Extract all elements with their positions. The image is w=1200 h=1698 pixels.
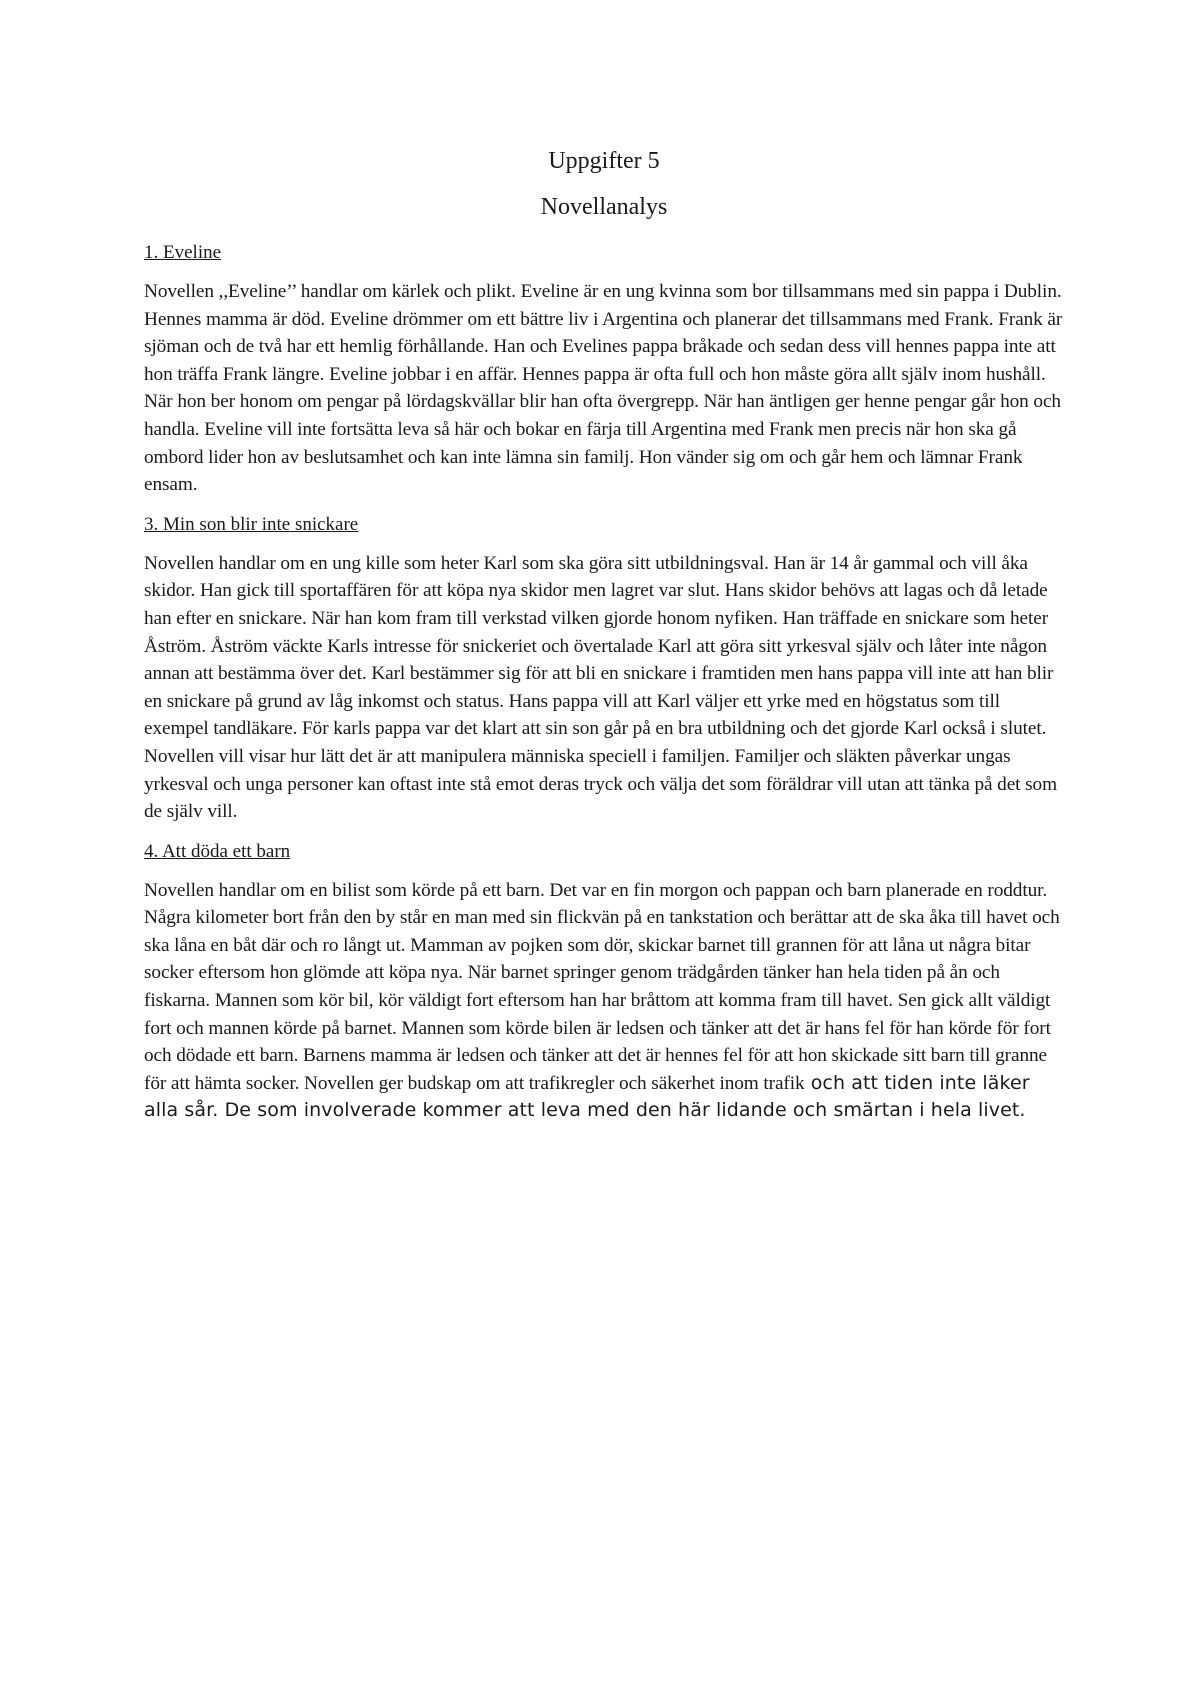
document-title: Uppgifter 5 bbox=[548, 148, 660, 174]
section-body-eveline: Novellen ,,Eveline’’ handlar om kärlek och plikt. Eveline är en ung kvinna som bor tillsammans med sin pappa i Dublin. Hennes mamma är död. Eveline drömmer om ett bättre liv i Argentina och planerar det tillsammans med Frank. Frank är sjöman och de två har ett hemlig förhållande. Han och Evelines pappa bråkade och sedan dess vill hennes pappa inte att hon träffa Frank längre. Eveline jobbar i en affär. Hennes pappa är ofta full och hon måste göra allt själv inom hushåll. När hon ber honom om pengar på lördagskvällar blir han ofta övergrepp. När han äntligen ger henne pengar går hon och handla. Eveline vill inte fortsätta leva så här och bokar en färja till Argentina med Frank men precis när hon ska gå ombord lider hon av beslutsamhet och kan inte lämna sin familj. Hon vänder sig om och går hem och lämnar Frank ensam. bbox=[144, 281, 1063, 496]
section-body-att-doda bbox=[144, 877, 1064, 1125]
section-heading-min-son: 3. Min son blir inte snickare bbox=[144, 513, 359, 535]
section-body-att-doda-tail: och att tiden inte läker alla sår. De som involverade kommer att leva med den här lidande och smärtan i hela livet. bbox=[144, 1071, 1030, 1122]
section-body-min-son: Novellen handlar om en ung kille som heter Karl som ska göra sitt utbildningsval. Han är 14 år gammal och vill åka skidor. Han gick till sportaffären för att köpa nya skidor men lagret var slut. Hans skidor behövs att lagas och då letade han efter en snickare. När han kom fram till verkstad vilken gjorde honom nyfiken. Han träffade en snickare som heter Åström. Åström väckte Karls intresse för snickeriet och övertalade Karl att göra sitt yrkesval själv och låter inte någon annan att bestämma över det. Karl bestämmer sig för att bli en snickare i framtiden men hans pappa vill inte att han blir en snickare på grund av låg inkomst och status. Hans pappa vill att Karl väljer ett yrke med en högstatus som till exempel tandläkare. För karls pappa var det klart att sin son går på en bra utbildning och det gjorde Karl också i slutet. Novellen vill visar hur lätt det är att manipulera människa speciell i familjen. Familjer och släkten påverkar ungas yrkesval och unga personer kan oftast inte stå emot deras tryck och välja det som föräldrar vill utan att tänka på det som de själv vill. bbox=[144, 552, 1057, 823]
section-body-att-doda-main: Novellen handlar om en bilist som körde på ett barn. Det var en fin morgon och pappan och barn planerade en roddtur. Några kilometer bort från den by står en man med sin flickvän på en tankstation och berättar att de ska åka till havet och ska låna en båt där och ro långt ut. Mamman av pojken som dör, skickar barnet till grannen för att låna ut några bitar socker eftersom hon glömde att köpa nya. När barnet springer genom trädgården tänker han hela tiden på ån och fiskarna. Mannen som kör bil, kör väldigt fort eftersom han har bråttom att komma fram till havet. Sen gick allt väldigt fort och mannen körde på barnet. Mannen som körde bilen är ledsen och tänker att det är hans fel för han körde för fort och dödade ett barn. Barnens mamma är ledsen och tänker att det är hennes fel för att hon skickade sitt barn till granne för att hämta socker. Novellen ger budskap om att trafikregler och säkerhet inom trafik bbox=[144, 879, 1060, 1094]
section-heading-att-doda: 4. Att döda ett barn bbox=[144, 840, 291, 862]
document-subtitle: Novellanalys bbox=[540, 194, 668, 220]
document-body bbox=[144, 145, 1064, 1138]
section-heading-eveline: 1. Eveline bbox=[144, 242, 222, 263]
